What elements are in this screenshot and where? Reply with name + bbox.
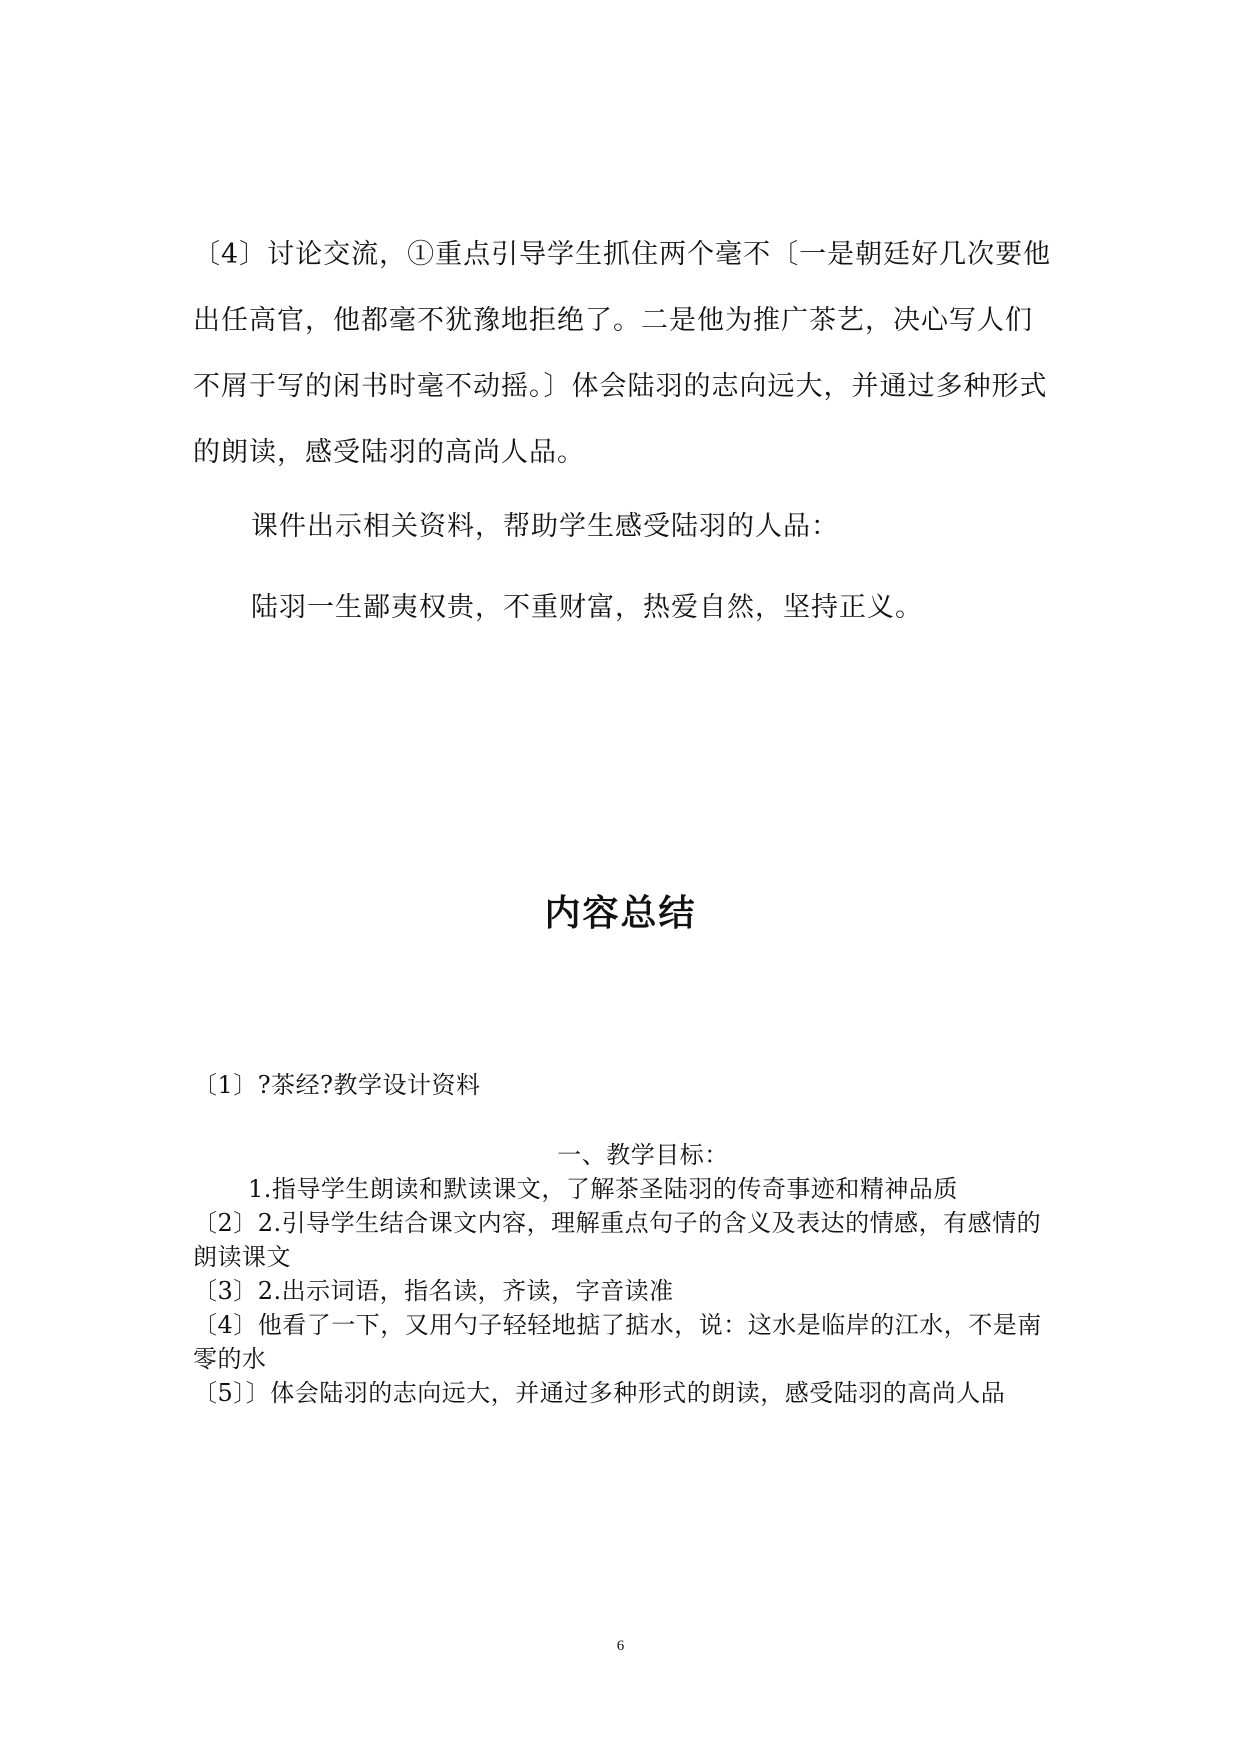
summary-heading: 内容总结 [544, 893, 697, 934]
paragraph-character: 陆羽一生鄙夷权贵，不重财富，热爱自然，坚持正义。 [251, 592, 923, 623]
summary-block [193, 1068, 1053, 1410]
summary-item-3: 〔3〕2.出示词语，指名读，齐读，字音读准 [193, 1277, 674, 1305]
goal-heading: 一、教学目标： [557, 1141, 729, 1169]
goal-item-1: 1.指导学生朗读和默读课文，了解茶圣陆羽的传奇事迹和精神品质 [248, 1175, 958, 1203]
summary-item-1: 〔1〕?茶经?教学设计资料 [193, 1071, 481, 1099]
summary-item-4: 〔4〕他看了一下，又用勺子轻轻地掂了掂水，说：这水是临岸的江水，不是南零的水 [193, 1311, 1042, 1373]
body-text-block [193, 222, 1053, 648]
summary-item-5: 〔5〕〕体会陆羽的志向远大，并通过多种形式的朗读，感受陆羽的高尚人品 [193, 1379, 1006, 1407]
page-number: 6 [616, 1638, 625, 1654]
paragraph-discussion: 〔4〕讨论交流，①重点引导学生抓住两个毫不〔一是朝廷好几次要他出任高官，他都毫不犹豫地拒绝了。二是他为推广茶艺，决心写人们不屑于写的闲书时毫不动摇。〕体会陆羽的志向远大，并通过多种形式的朗读，感受陆羽的高尚人品。 [193, 239, 1052, 468]
paragraph-courseware: 课件出示相关资料，帮助学生感受陆羽的人品： [251, 511, 839, 542]
summary-item-2: 〔2〕2.引导学生结合课文内容，理解重点句子的含义及表达的情感，有感情的朗读课文 [193, 1209, 1042, 1271]
